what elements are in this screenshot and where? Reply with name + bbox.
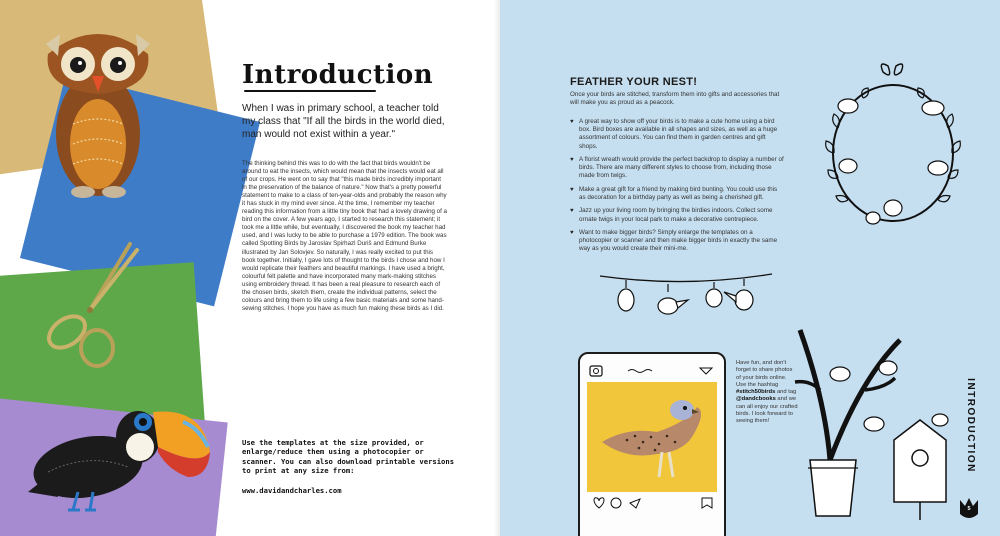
twig-centrepiece-illustration bbox=[790, 320, 950, 520]
chapter-side-tab bbox=[958, 370, 982, 480]
list-item bbox=[570, 118, 785, 151]
camera-icon bbox=[588, 364, 718, 378]
tip-text: Make a great gift for a friend by making bird bunting. You could use this as decoration for a birthday party as well as being a cherished gift. bbox=[579, 185, 778, 201]
list-item bbox=[570, 229, 785, 254]
bird-bunting-illustration bbox=[596, 266, 776, 338]
list-item bbox=[570, 156, 785, 181]
page-title: Introduction bbox=[242, 60, 434, 90]
heart-bullet-icon: ♥ bbox=[570, 186, 574, 193]
tip-text: A florist wreath would provide the perfect backdrop to display a number of birds. There are many different styles to choose from, including those made from twigs. bbox=[579, 156, 784, 180]
share-note-text: and tag bbox=[776, 389, 797, 396]
felt-owl-illustration bbox=[28, 14, 168, 204]
tip-text: A great way to show off your birds is to make a cute home using a bird box. Bird boxes are available in all shapes and sizes, as well as a huge assortment of colours. You can find them in garden centres and gift shops. bbox=[579, 118, 778, 150]
section-heading: FEATHER YOUR NEST! bbox=[570, 76, 698, 88]
tip-text: Jazz up your living room by bringing the birdies indoors. Collect some ornate twigs in your local park to make a decorative centrepiece. bbox=[579, 207, 773, 223]
section-intro: Once your birds are stitched, transform them into gifts and accessories that will make you as proud as a peacock. bbox=[570, 91, 780, 107]
title-underline bbox=[244, 90, 376, 92]
felt-toucan-illustration bbox=[18, 392, 218, 522]
website-link[interactable]: www.davidandcharles.com bbox=[242, 486, 342, 495]
heart-bullet-icon: ♥ bbox=[570, 157, 574, 163]
heart-bullet-icon: ♥ bbox=[570, 208, 574, 215]
bird-photo bbox=[587, 382, 717, 492]
list-item bbox=[570, 186, 785, 202]
page-number: 5 bbox=[967, 506, 971, 512]
social-actions-icons bbox=[590, 496, 718, 510]
tip-text: Want to make bigger birds? Simply enlarge the templates on a photocopier or scanner and then make bigger birds in exactly the same way as you would create their mini-me. bbox=[579, 228, 778, 253]
share-note-text: Have fun, and don't forget to share photos of your birds online. Use the hashtag bbox=[736, 360, 793, 388]
templates-note: Use the templates at the size provided, or enlarge/reduce them using a photocopier or scanner. You can also download printable versions to print at any size from: bbox=[242, 438, 455, 475]
social-handle: @dandcbooks bbox=[736, 396, 776, 403]
chapter-label: INTRODUCTION bbox=[964, 377, 976, 473]
intro-lead-paragraph: When I was in primary school, a teacher told my class that "If all the birds in the world died, man would not exist within a year." bbox=[242, 103, 445, 140]
hashtag: #stitch50birds bbox=[736, 389, 776, 396]
heart-bullet-icon: ♥ bbox=[570, 229, 574, 236]
embroidery-scissors-illustration bbox=[35, 240, 145, 370]
list-item bbox=[570, 207, 785, 223]
share-note-text: and we can all enjoy our crafted birds. I look forward to seeing them! bbox=[736, 396, 798, 425]
heart-bullet-icon: ♥ bbox=[570, 119, 574, 125]
phone-mockup bbox=[578, 352, 726, 536]
tips-list bbox=[570, 118, 785, 259]
share-note bbox=[736, 360, 798, 426]
bird-wreath-illustration bbox=[818, 58, 968, 238]
intro-body-paragraph: The thinking behind this was to do with the fact that birds wouldn't be around to eat the insects, which would mean that the insects would eat all of our crops. He went on to say that "this made birds incredibly important in the preservation of the balance of nature." Now that's a pretty powerful statement to make to a class of ten-year-olds and probably the reason why it has stuck in my mind ever since. At the time, I remember my teacher reading this information from a little tiny book that had a lovely drawing of a bird on the cover. A few years ago, I started to research this statement; it took me a little while, but eventually, I discovered the book my teacher had used, and I was lucky to be able to purchase a 1979 edition. The book was called Spotting Birds by Jaroslav Spirhazl Duriš and Edmund Burke illustrated by Jan Solovjev. So naturally, I was really excited to put this book together. Initially, I gave lots of thought to the birds I chose and how I would replicate their feathers and beautiful markings. I have used a bright, colourful felt palette and have incorporated many mark-making stitches using embroidery thread. It has been a real pleasure to research each of the chosen birds, sketch them, create the individual patterns, select the colours and bring them to life using a few basic materials and some hand-sewing stitches. I hope you have as much fun making these birds as I did. bbox=[242, 160, 447, 312]
